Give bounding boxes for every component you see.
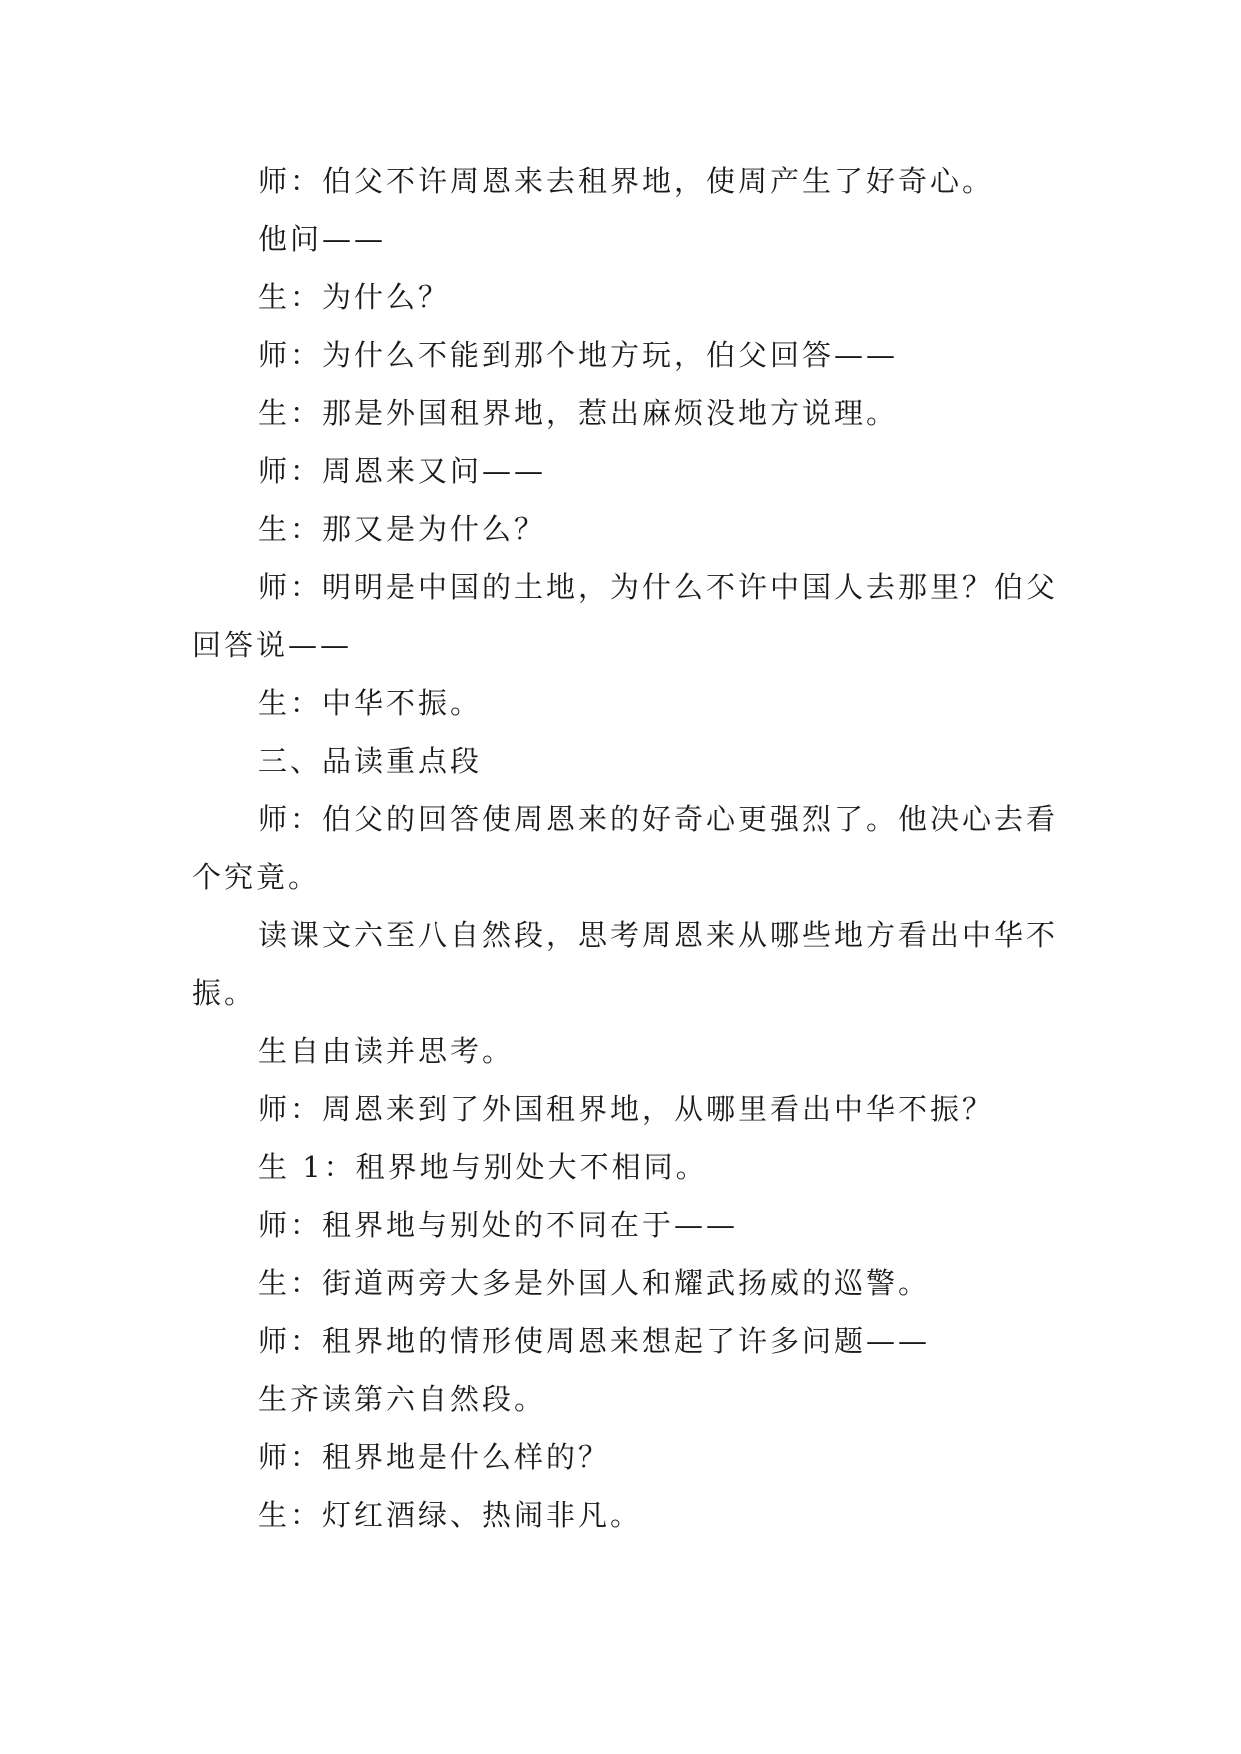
section-heading: 三、品读重点段 [258,744,483,778]
paragraph: 师：租界地的情形使周恩来想起了许多问题—— [258,1324,931,1358]
paragraph: 师：周恩来到了外国租界地，从哪里看出中华不振？ [258,1092,995,1126]
paragraph: 生：那又是为什么？ [258,512,547,546]
paragraph: 生：那是外国租界地，惹出麻烦没地方说理。 [258,396,899,430]
paragraph: 生：灯红酒绿、热闹非凡。 [258,1498,643,1532]
paragraph: 师：租界地与别处的不同在于—— [258,1208,739,1242]
paragraph: 生自由读并思考。 [258,1034,515,1068]
paragraph: 师：明明是中国的土地，为什么不许中国人去那里？伯父回答说—— [192,570,1059,662]
document-body [192,152,1062,1544]
paragraph: 他问—— [258,222,387,256]
paragraph: 读课文六至八自然段，思考周恩来从哪些地方看出中华不振。 [192,918,1059,1010]
paragraph: 师：租界地是什么样的？ [258,1440,611,1474]
paragraph: 生：中华不振。 [258,686,483,720]
paragraph: 生：街道两旁大多是外国人和耀武扬威的巡警。 [258,1266,931,1300]
paragraph: 师：伯父不许周恩来去租界地，使周产生了好奇心。 [258,164,995,198]
paragraph: 师：周恩来又问—— [258,454,547,488]
paragraph: 生 1：租界地与别处大不相同。 [258,1150,708,1184]
paragraph: 生：为什么？ [258,280,451,314]
paragraph: 师：伯父的回答使周恩来的好奇心更强烈了。他决心去看个究竟。 [192,802,1059,894]
paragraph: 师：为什么不能到那个地方玩，伯父回答—— [258,338,899,372]
paragraph: 生齐读第六自然段。 [258,1382,547,1416]
